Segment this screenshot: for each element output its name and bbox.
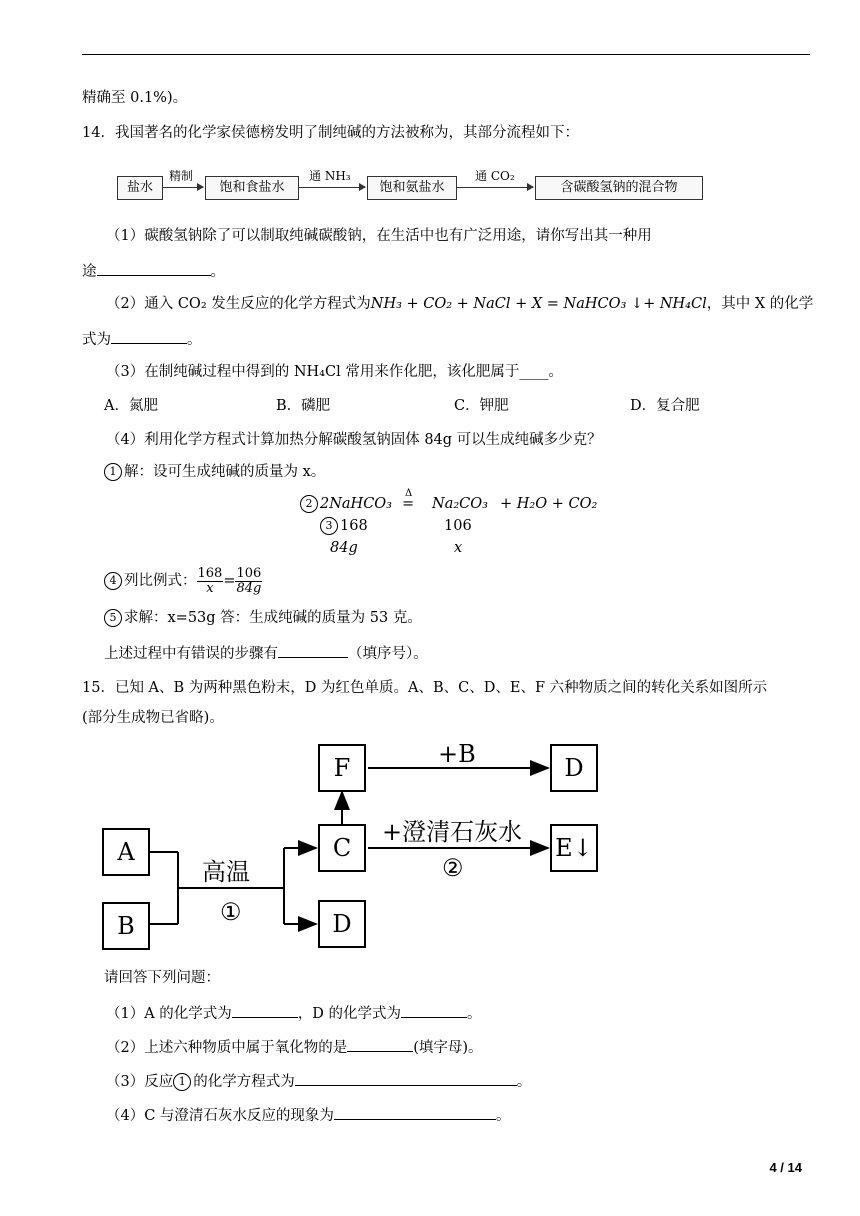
flow-arrow-2 xyxy=(299,187,365,188)
q14-part3: （3）在制纯碱过程中得到的 NH₄Cl 常用来作化肥，该化肥属于____。 xyxy=(106,364,563,380)
answer-blank[interactable] xyxy=(295,1070,517,1086)
step-number: 1 xyxy=(104,463,122,481)
q15-part2: （2）上述六种物质中属于氧化物的是 (填字母)。 xyxy=(106,1036,483,1058)
answer-blank[interactable] xyxy=(111,328,187,344)
mass-unknown: x xyxy=(454,540,463,556)
step-number: 2 xyxy=(300,495,318,513)
label-high-temp: 高温 xyxy=(202,858,250,886)
fraction: $\frac{168}{x}$ xyxy=(197,565,223,596)
answer-blank[interactable] xyxy=(347,1036,413,1052)
q15-ask: 请回答下列问题： xyxy=(104,970,220,986)
box-d-upper: D xyxy=(550,744,598,792)
step-number: 3 xyxy=(320,517,338,535)
answer-blank[interactable] xyxy=(401,1002,467,1018)
page-number: 4 / 14 xyxy=(769,1160,802,1175)
flow-box-4: 含碳酸氢钠的混合物 xyxy=(535,176,703,200)
label-reaction-2: ② xyxy=(442,854,464,882)
q14-part1-line2: 途 。 xyxy=(82,260,225,282)
q14-option-b: B．磷肥 xyxy=(276,398,331,414)
q14-part2-line2: 式为 。 xyxy=(82,328,202,350)
q15-part1: （1）A 的化学式为 ，D 的化学式为 。 xyxy=(106,1002,482,1024)
box-d-lower: D xyxy=(318,900,366,948)
q14-part2-line1: （2）通入 CO₂ 发生反应的化学方程式为NH₃ + CO₂ + NaCl + X = NaHCO₃ ↓+ NH₄Cl，其中 X 的化学 xyxy=(106,296,814,312)
equation: NH₃ + CO₂ + NaCl + X = NaHCO₃ ↓+ NH₄Cl xyxy=(370,296,707,312)
q14-part1-line1: （1）碳酸氢钠除了可以制取纯碱碳酸钠，在生活中也有广泛用途，请你写出其一种用 xyxy=(106,228,652,244)
product-na2co3: Na₂CO₃ xyxy=(432,496,488,512)
reaction-number: 1 xyxy=(173,1073,191,1091)
continued-text: 精确至 0.1%)。 xyxy=(82,90,188,106)
solution-step-1: 1 解：设可生成纯碱的质量为 x。 xyxy=(104,462,325,482)
box-c: C xyxy=(318,824,366,872)
answer-blank[interactable] xyxy=(97,260,211,276)
q14-stem xyxy=(82,123,579,143)
molar-mass-na2co3: 106 xyxy=(444,518,472,534)
flow-arrow-1 xyxy=(163,187,203,188)
mass-given: 84g xyxy=(330,540,358,556)
label-reaction-1: ① xyxy=(220,898,242,926)
solution-step-4: 4 列比例式： $\frac{168}{x}$ = $\frac{106}{84g}$ xyxy=(104,566,262,596)
solution-step-3: 3 168 xyxy=(320,516,368,536)
q15-reaction-diagram xyxy=(100,740,620,955)
label-limewater: +澄清石灰水 xyxy=(382,818,523,846)
q14-final-ask: 上述过程中有错误的步骤有 （填序号）。 xyxy=(104,642,428,664)
box-a: A xyxy=(102,828,150,876)
label-plus-b: +B xyxy=(438,740,476,768)
q14-number: 14． xyxy=(82,125,115,141)
flow-box-2: 饱和食盐水 xyxy=(205,176,299,200)
q15-stem-line1: 15．已知 A、B 为两种黑色粉末，D 为红色单质。A、B、C、D、E、F 六种物质之间的转化关系如图所示 xyxy=(82,680,768,696)
q14-option-a: A．氮肥 xyxy=(104,398,158,414)
q14-flow-diagram xyxy=(117,170,703,204)
header-rule xyxy=(82,54,810,55)
answer-blank[interactable] xyxy=(278,642,348,658)
products-rest: + H₂O + CO₂ xyxy=(500,496,598,512)
q15-part3: （3）反应 1 的化学方程式为 。 xyxy=(106,1070,531,1092)
step-number: 5 xyxy=(104,609,122,627)
q15-part4: （4）C 与澄清石灰水反应的现象为 。 xyxy=(106,1104,510,1126)
fraction: $\frac{106}{84g}$ xyxy=(236,565,262,596)
box-b: B xyxy=(102,902,150,950)
box-e: E↓ xyxy=(550,824,598,872)
q14-option-c: C．钾肥 xyxy=(454,398,509,414)
flow-arrow-3 xyxy=(457,187,533,188)
flow-box-3: 饱和氨盐水 xyxy=(367,176,457,200)
solution-step-5: 5 求解：x=53g 答：生成纯碱的质量为 53 克。 xyxy=(104,608,422,628)
flow-label-3: 通 CO₂ xyxy=(475,169,515,183)
q15-stem-line2: (部分生成物已省略)。 xyxy=(82,710,224,726)
answer-blank[interactable] xyxy=(232,1002,298,1018)
flow-label-2: 通 NH₃ xyxy=(309,169,351,183)
heat-symbol: Δ xyxy=(405,488,413,499)
box-f: F xyxy=(318,744,366,792)
solution-step-2: 2 2NaHCO₃ xyxy=(300,494,392,514)
q14-option-d: D．复合肥 xyxy=(630,398,700,414)
equation-equals: = xyxy=(402,496,415,512)
q15-number: 15． xyxy=(82,680,115,696)
flow-box-1: 盐水 xyxy=(117,176,163,200)
q14-stem-text: 我国著名的化学家侯德榜发明了制纯碱的方法被称为，其部分流程如下： xyxy=(114,125,579,141)
answer-blank[interactable] xyxy=(334,1104,496,1120)
flow-label-1: 精制 xyxy=(169,169,194,183)
q14-part4: （4）利用化学方程式计算加热分解碳酸氢钠固体 84g 可以生成纯碱多少克？ xyxy=(106,432,602,448)
step-number: 4 xyxy=(104,572,122,590)
